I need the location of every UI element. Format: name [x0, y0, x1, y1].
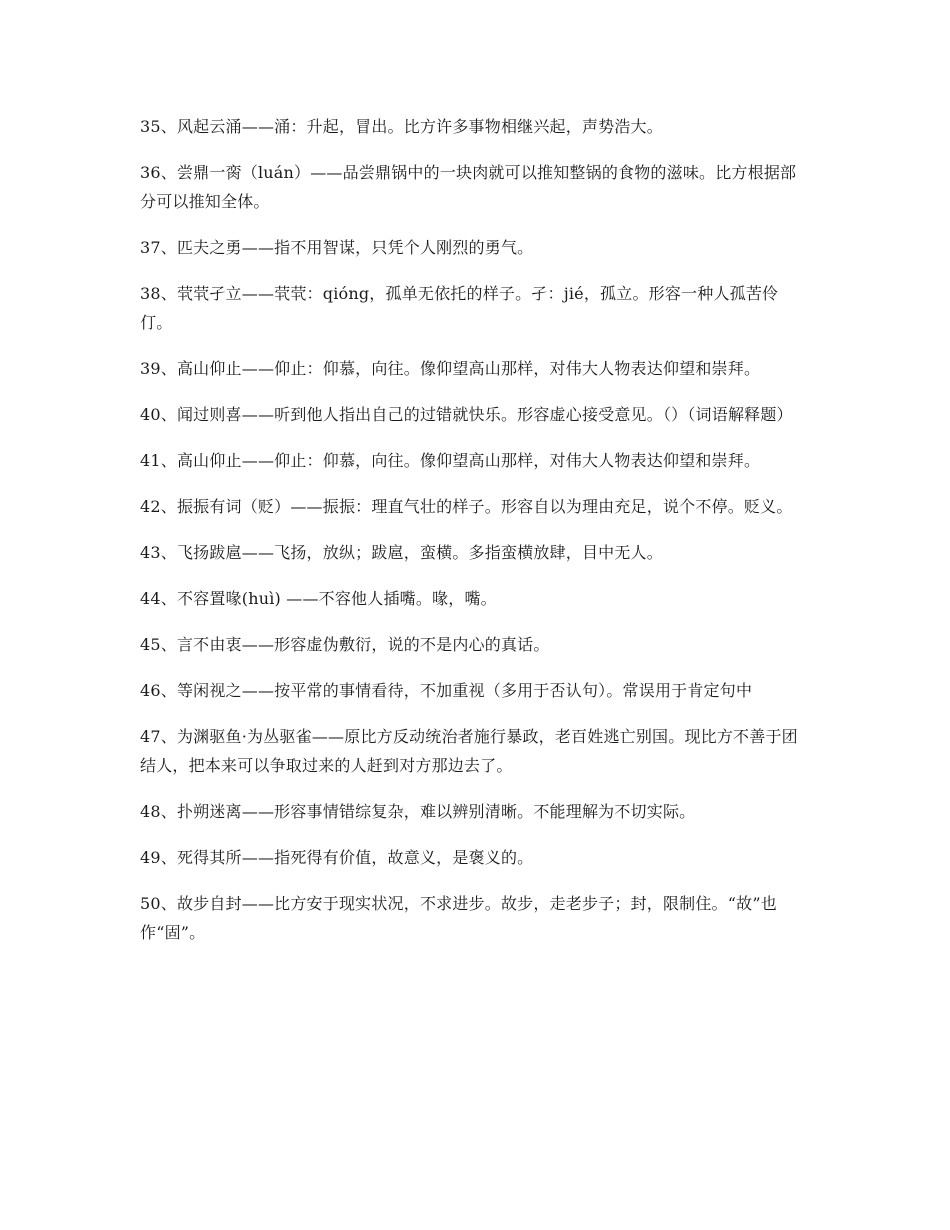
list-item: 44、不容置喙(huì) ——不容他人插嘴。喙，嘴。 — [140, 589, 497, 608]
list-item: 47、为渊驱鱼·为丛驱雀——原比方反动统治者施行暴政，老百姓逃亡别国。现比方不善于团结人，把本来可以争取过来的人赶到对方那边去了。 — [140, 727, 798, 775]
list-item: 45、言不由衷——形容虚伪敷衍，说的不是内心的真话。 — [140, 635, 550, 654]
list-item: 48、扑朔迷离——形容事情错综复杂，难以辨别清晰。不能理解为不切实际。 — [140, 802, 696, 821]
list-item: 39、高山仰止——仰止：仰慕，向往。像仰望高山那样，对伟大人物表达仰望和崇拜。 — [140, 359, 761, 378]
list-item: 35、风起云涌——涌：升起，冒出。比方许多事物相继兴起，声势浩大。 — [140, 117, 663, 136]
list-item: 50、故步自封——比方安于现实状况，不求进步。故步，走老步子；封，限制住。“故”也作“固”。 — [140, 894, 777, 942]
list-item: 41、高山仰止——仰止：仰慕，向往。像仰望高山那样，对伟大人物表达仰望和崇拜。 — [140, 451, 761, 470]
list-item: 43、飞扬跋扈——飞扬，放纵；跋扈，蛮横。多指蛮横放肆，目中无人。 — [140, 543, 663, 562]
list-item: 40、闻过则喜——听到他人指出自己的过错就快乐。形容虚心接受意见。（）（词语解释题） — [140, 405, 793, 424]
list-item: 37、匹夫之勇——指不用智谋，只凭个人刚烈的勇气。 — [140, 238, 534, 257]
list-item: 49、死得其所——指死得有价值，故意义，是褒义的。 — [140, 848, 534, 867]
list-item: 42、振振有词（贬）——振振：理直气壮的样子。形容自以为理由充足，说个不停。贬义。 — [140, 497, 793, 516]
idiom-list — [140, 112, 808, 964]
list-item: 46、等闲视之——按平常的事情看待，不加重视（多用于否认句）。常误用于肯定句中 — [140, 681, 753, 700]
list-item: 38、茕茕孑立——茕茕：qióng，孤单无依托的样子。孑：jié，孤立。形容一种人孤苦伶仃。 — [140, 284, 779, 332]
list-item: 36、尝鼎一脔（luán）——品尝鼎锅中的一块肉就可以推知整锅的食物的滋味。比方根据部分可以推知全体。 — [140, 163, 797, 211]
